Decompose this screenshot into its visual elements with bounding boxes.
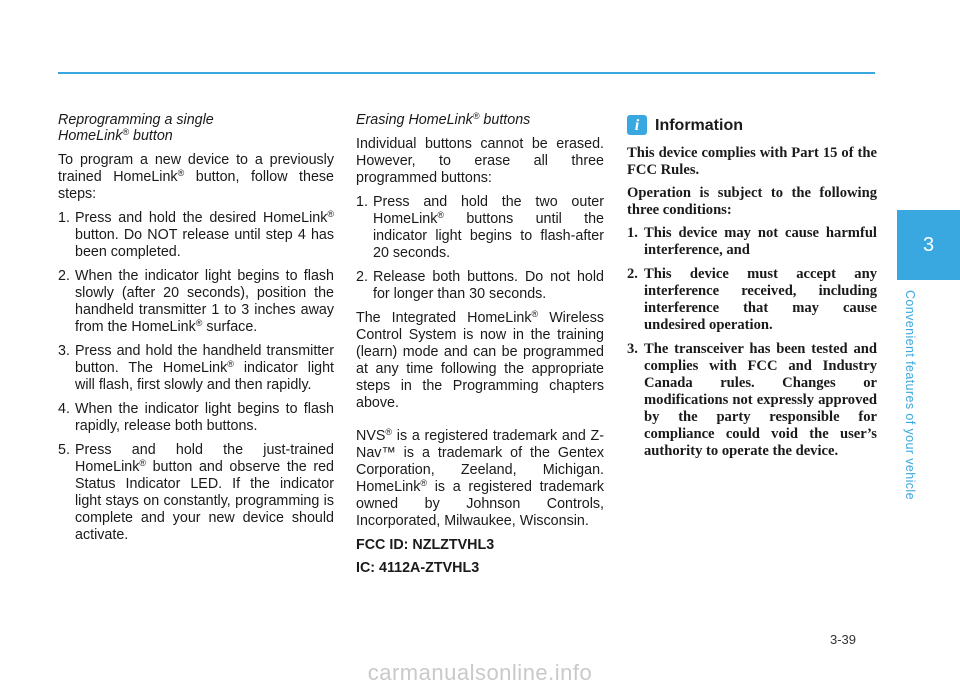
- information-box: [627, 112, 877, 467]
- chapter-title: Convenient features of your vehicle: [903, 290, 917, 500]
- list-item: 1. Press and hold the desired HomeLink® button. Do NOT release until step 4 has been completed.: [58, 209, 334, 260]
- info-paragraph: Operation is subject to the following three conditions:: [627, 185, 877, 218]
- list-item: 3. The transceiver has been tested and complies with FCC and Industry Canada rules. Changes or modifications not expressly approved by the party responsible for compliance could void the user’s authority to operate the device.: [627, 341, 877, 459]
- list-item: 5. Press and hold the just-trained HomeLink® button and observe the red Status Indicator LED. If the indicator light stays on constantly, programming is complete and your new device should activate.: [58, 442, 334, 543]
- middle-column: [356, 112, 604, 583]
- erasing-intro: Individual buttons cannot be erased. However, to erase all three programmed buttons:: [356, 136, 604, 186]
- list-item: 1. This device may not cause harmful interference, and: [627, 225, 877, 258]
- top-rule: [58, 72, 875, 74]
- list-item: 2. This device must accept any interference received, including interference that may cause undesired operation.: [627, 266, 877, 333]
- list-item: 1. Press and hold the two outer HomeLink® buttons until the indicator light begins to flash-after 20 seconds.: [356, 194, 604, 261]
- trademark-paragraph: NVS® is a registered trademark and Z-Nav™ is a trademark of the Gentex Corporation, Zeeland, Michigan. HomeLink® is a registered trademark owned by Johnson Controls, Incorporated, Milwaukee, Wisconsin.: [356, 427, 604, 529]
- training-mode-paragraph: The Integrated HomeLink® Wireless Control System is now in the training (learn) mode and can be programmed at any time following the appropriate steps in the Programming chapters above.: [356, 309, 604, 411]
- info-paragraph: This device complies with Part 15 of the FCC Rules.: [627, 145, 877, 178]
- page-number: 3-39: [830, 632, 857, 647]
- list-item: 2. Release both buttons. Do not hold for longer than 30 seconds.: [356, 269, 604, 302]
- fcc-id: FCC ID: NZLZTVHL3: [356, 537, 495, 553]
- list-item: 2. When the indicator light begins to flash slowly (after 20 seconds), position the handheld transmitter 1 to 3 inches away from the HomeLink® surface.: [58, 268, 334, 335]
- reprogramming-intro: To program a new device to a previously trained HomeLink® button, follow these steps:: [58, 152, 334, 202]
- list-item: 3. Press and hold the handheld transmitter button. The HomeLink® indicator light will flash, first slowly and then rapidly.: [58, 343, 334, 393]
- reprogramming-heading: Reprogramming a single HomeLink® button: [58, 112, 214, 144]
- left-column: [58, 112, 334, 551]
- info-icon: i: [627, 115, 647, 135]
- list-item: 4. When the indicator light begins to flash rapidly, release both buttons.: [58, 401, 334, 434]
- registered-mark: ®: [122, 127, 130, 137]
- ic-number: IC: 4112A-ZTVHL3: [356, 560, 480, 576]
- erasing-heading: Erasing HomeLink® buttons: [356, 111, 531, 128]
- watermark: carmanualsonline.info: [367, 660, 593, 685]
- information-heading: i Information: [627, 115, 877, 135]
- chapter-tab: 3: [897, 210, 960, 280]
